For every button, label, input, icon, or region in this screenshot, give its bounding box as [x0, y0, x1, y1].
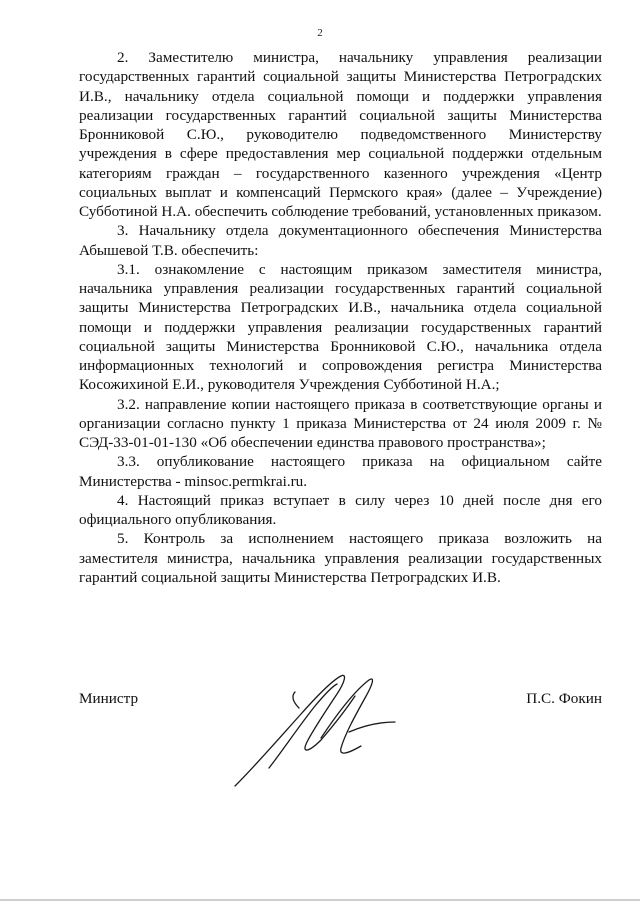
page-number: 2	[317, 27, 323, 39]
signature-block	[79, 690, 602, 800]
paragraph-5: 5. Контроль за исполнением настоящего приказа возложить на заместителя министра, начальника управления реализации государственных гарантий социальной защиты Министерства Петроградских И.В.	[79, 530, 602, 586]
paragraph-2: 2. Заместителю министра, начальнику управления реализации государственных гарантий социальной защиты Министерства Петроградских И.В., начальнику отдела социальной помощи и поддержки управления реализации государственных гарантий социальной защиты Министерства Бронниковой С.Ю., руководителю подведомственного Министерству учреждения в сфере предоставления мер социальной поддержки отдельным категориям граждан – государственного казенного учреждения «Центр социальных выплат и компенсаций Пермского края» (далее – Учреждение) Субботиной Н.А. обеспечить соблюдение требований, установленных приказом.	[79, 49, 602, 220]
scan-edge	[0, 899, 640, 901]
paragraph-3: 3. Начальнику отдела документационного обеспечения Министерства Абышевой Т.В. обеспечить:	[79, 222, 602, 259]
paragraph-3-2: 3.2. направление копии настоящего приказа в соответствующие органы и организации согласно пункту 1 приказа Министерства от 24 июля 2009 г. № СЭД-33-01-01-130 «Об обеспечении единства правового пространства»;	[79, 395, 602, 451]
paragraph-4: 4. Настоящий приказ вступает в силу через 10 дней после дня его официального опубликования.	[79, 491, 602, 528]
handwritten-signature	[229, 668, 429, 798]
document-body	[79, 48, 602, 587]
signatory-name: П.С. Фокин	[526, 690, 602, 707]
signatory-title: Министр	[79, 690, 139, 707]
paragraph-3-1: 3.1. ознакомление с настоящим приказом заместителя министра, начальника управления реализации государственных гарантий социальной защиты Министерства Петроградских И.В., начальника отдела социальной помощи и поддержки управления реализации государственных гарантий социальной защиты Министерства Бронниковой С.Ю., начальника отдела информационных технологий и сопровождения регистра Министерства Косожихиной Е.И., руководителя Учреждения Субботиной Н.А.;	[79, 260, 602, 394]
paragraph-3-3: 3.3. опубликование настоящего приказа на официальном сайте Министерства - minsoc.permkrai.ru.	[79, 453, 602, 490]
